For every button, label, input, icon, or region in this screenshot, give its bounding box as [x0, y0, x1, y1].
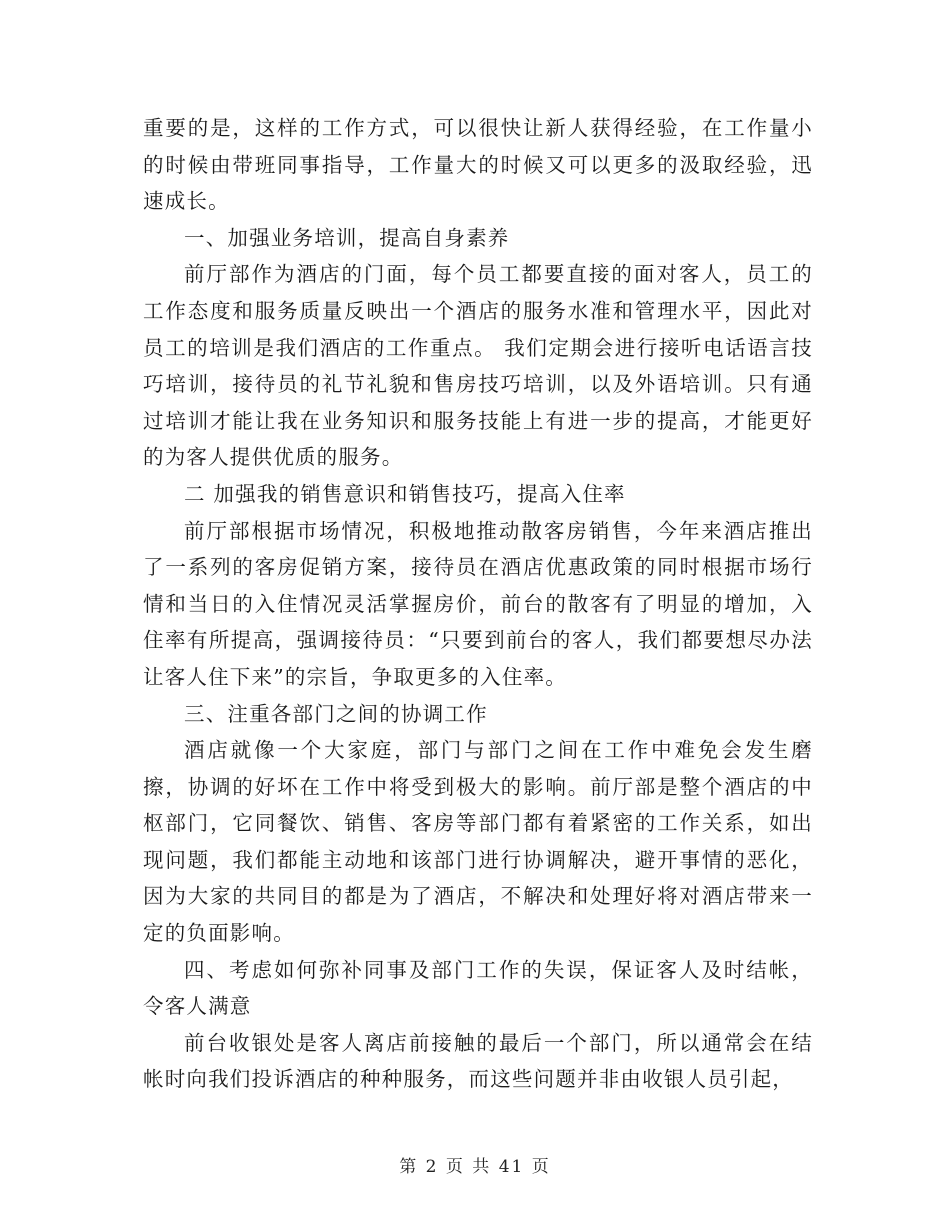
heading-section-2: 二 加强我的销售意识和销售技巧，提高入住率	[184, 481, 626, 506]
heading-section-4: 四、考虑如何弥补同事及部门工作的失误，保证客人及时结帐，令客人满意	[143, 957, 813, 1019]
page-number-footer: 第 2 页 共 41 页	[399, 1157, 551, 1177]
heading-section-3: 三、注重各部门之间的协调工作	[184, 701, 488, 726]
heading-section-1: 一、加强业务培训，提高自身素养	[184, 225, 510, 250]
document-body	[143, 110, 813, 1098]
paragraph-3: 前厅部根据市场情况，积极地推动散客房销售，今年来酒店推出了一系列的客房促销方案，接待员在酒店优惠政策的同时根据市场行情和当日的入住情况灵活掌握房价，前台的散客有了明显的增加，入住率有所提高，强调接待员：“只要到前台的客人，我们都要想尽办法让客人住下来”的宗旨，争取更多的入住率。	[143, 518, 813, 689]
paragraph-4: 酒店就像一个大家庭，部门与部门之间在工作中难免会发生磨擦，协调的好坏在工作中将受到极大的影响。前厅部是整个酒店的中枢部门，它同餐饮、销售、客房等部门都有着紧密的工作关系，如出现问题，我们都能主动地和该部门进行协调解决，避开事情的恶化，因为大家的共同目的都是为了酒店，不解决和处理好将对酒店带来一定的负面影响。	[143, 738, 813, 946]
paragraph-1: 重要的是，这样的工作方式，可以很快让新人获得经验，在工作量小的时候由带班同事指导，工作量大的时候又可以更多的汲取经验，迅速成长。	[143, 116, 813, 214]
paragraph-2: 前厅部作为酒店的门面，每个员工都要直接的面对客人，员工的工作态度和服务质量反映出一个酒店的服务水准和管理水平，因此对员工的培训是我们酒店的工作重点。 我们定期会进行接听电话语言技巧培训，接待员的礼节礼貌和售房技巧培训，以及外语培训。只有通过培训才能让我在业务知识和服务技能上有进一步的提高，才能更好的为客人提供优质的服务。	[143, 262, 813, 470]
paragraph-5: 前台收银处是客人离店前接触的最后一个部门，所以通常会在结帐时向我们投诉酒店的种种服务，而这些问题并非由收银人员引起，	[143, 1030, 813, 1092]
